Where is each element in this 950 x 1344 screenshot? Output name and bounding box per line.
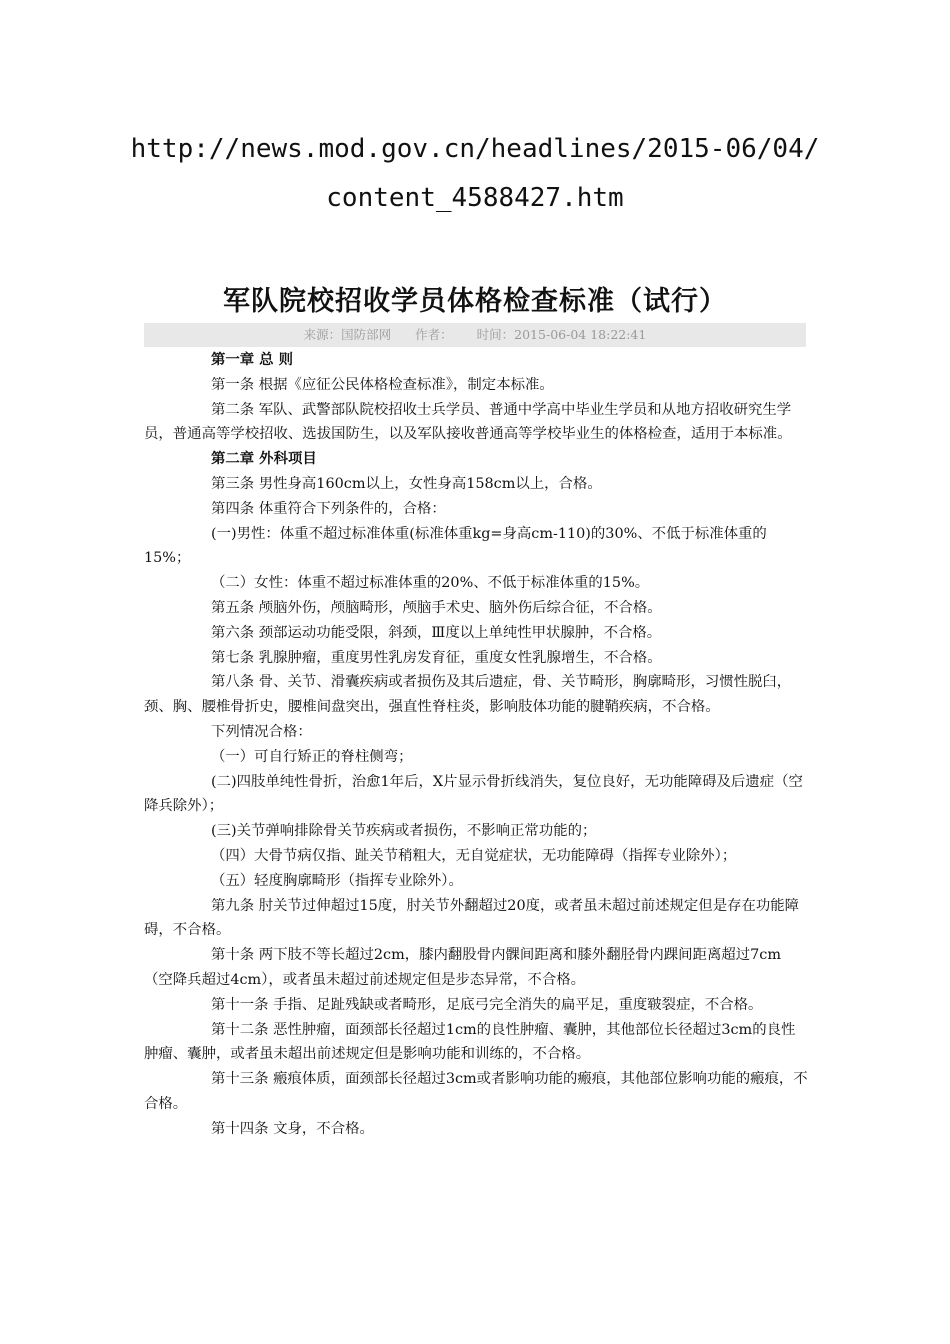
article-paragraph: 第十三条 瘢痕体质，面颈部长径超过3cm或者影响功能的瘢痕，其他部位影响功能的瘢痕，不合格。 (144, 1071, 808, 1112)
article-paragraph: 下列情况合格： (211, 723, 312, 740)
article-paragraph: 第三条 男性身高160cm以上，女性身高158cm以上，合格。 (211, 475, 602, 492)
meta-source: 来源：国防部网 (303, 327, 392, 342)
article-paragraph: 第七条 乳腺肿瘤，重度男性乳房发育征，重度女性乳腺增生，不合格。 (211, 649, 662, 666)
article-meta-bar (144, 323, 806, 347)
article-paragraph: (二)四肢单纯性骨折，治愈1年后，X片显示骨折线消失，复位良好，无功能障碍及后遗症（空降兵除外）； (144, 773, 803, 815)
source-url-line-1: http://news.mod.gov.cn/headlines/2015-06/04/ (130, 134, 820, 164)
article-paragraph: （二）女性：体重不超过标准体重的20%、不低于标准体重的15%。 (211, 575, 650, 592)
article-paragraph: 第四条 体重符合下列条件的，合格： (211, 500, 446, 517)
article-paragraph: 第九条 肘关节过伸超过15度，肘关节外翻超过20度，或者虽未超过前述规定但是存在功能障碍，不合格。 (144, 897, 800, 939)
article-body (144, 348, 808, 1142)
article-paragraph: 第一条 根据《应征公民体格检查标准》，制定本标准。 (211, 376, 554, 393)
article-paragraph: (一)男性：体重不超过标准体重(标准体重kg=身高cm-110)的30%、不低于标准体重的15%； (144, 525, 767, 567)
article-paragraph: 第二条 军队、武警部队院校招收士兵学员、普通中学高中毕业生学员和从地方招收研究生学员，普通高等学校招收、选拔国防生，以及军队接收普通高等学校毕业生的体格检查，适用于本标准。 (144, 401, 792, 443)
article-paragraph: 第五条 颅脑外伤，颅脑畸形，颅脑手术史、脑外伤后综合征，不合格。 (211, 599, 662, 616)
article-paragraph: 第八条 骨、关节、滑囊疾病或者损伤及其后遗症，骨、关节畸形，胸廓畸形，习惯性脱臼，颈、胸、腰椎骨折史，腰椎间盘突出，强直性脊柱炎，影响肢体功能的腱鞘疾病，不合格。 (144, 674, 792, 716)
meta-time: 时间：2015-06-04 18:22:41 (476, 327, 647, 342)
article-paragraph: 第六条 颈部运动功能受限，斜颈，Ⅲ度以上单纯性甲状腺肿，不合格。 (211, 624, 662, 641)
document-title: 军队院校招收学员体格检查标准（试行） (223, 286, 727, 317)
article-paragraph: 第十二条 恶性肿瘤，面颈部长径超过1cm的良性肿瘤、囊肿，其他部位长径超过3cm的良性肿瘤、囊肿，或者虽未超出前述规定但是影响功能和训练的，不合格。 (144, 1021, 796, 1063)
article-paragraph: (三)关节弹响排除骨关节疾病或者损伤，不影响正常功能的； (211, 823, 597, 840)
article-paragraph: 第十条 两下肢不等长超过2cm，膝内翻股骨内髁间距离和膝外翻胫骨内踝间距离超过7cm（空降兵超过4cm），或者虽未超过前述规定但是步态异常，不合格。 (144, 947, 781, 988)
article-paragraph: （四）大骨节病仅指、趾关节稍粗大，无自觉症状，无功能障碍（指挥专业除外）； (211, 847, 737, 864)
article-paragraph: 第十一条 手指、足趾残缺或者畸形，足底弓完全消失的扁平足，重度皲裂症，不合格。 (211, 996, 763, 1013)
article-paragraph: （五）轻度胸廓畸形（指挥专业除外）。 (211, 872, 463, 889)
source-url-line-2: content_4588427.htm (326, 183, 624, 213)
meta-author: 作者： (415, 327, 453, 342)
article-paragraph: 第十四条 文身，不合格。 (211, 1120, 374, 1137)
chapter-heading: 第二章 外科项目 (211, 451, 317, 468)
chapter-heading: 第一章 总 则 (211, 352, 293, 368)
article-paragraph: （一）可自行矫正的脊柱侧弯； (211, 748, 413, 765)
